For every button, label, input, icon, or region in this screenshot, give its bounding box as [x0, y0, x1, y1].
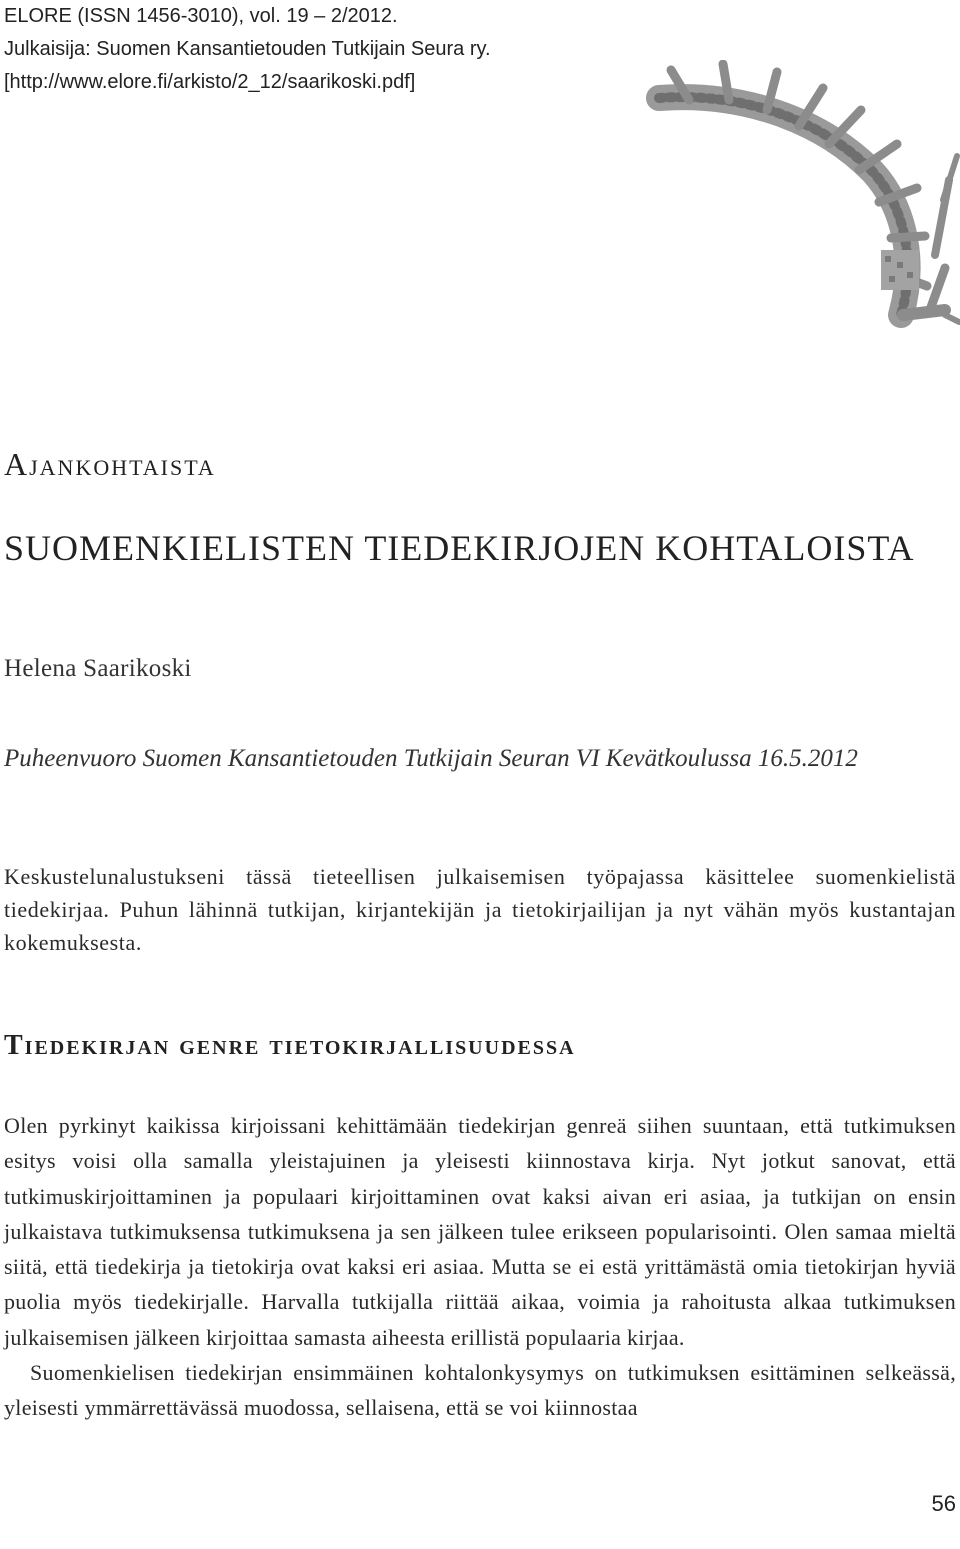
author-name: Helena Saarikoski: [4, 655, 192, 682]
page-title: SUOMENKIELISTEN TIEDEKIRJOJEN KOHTALOISTA: [4, 528, 915, 568]
subtitle: Puheenvuoro Suomen Kansantietouden Tutkijain Seuran VI Kevätkoulussa 16.5.2012: [4, 745, 858, 772]
section-heading: Tiedekirjan genre tietokirjallisuudessa: [4, 1030, 576, 1061]
header-url: [http://www.elore.fi/arkisto/2_12/saarikoski.pdf]: [4, 71, 416, 93]
page-number: 56: [931, 1491, 956, 1516]
body-paragraph: Olen pyrkinyt kaikissa kirjoissani kehittämään tiedekirjan genreä siihen suuntaan, että tutkimuksen esitys voisi olla samalla yleistajuinen ja yleisesti kiinnostava kirja. Nyt jotkut sanovat, että tutkimuskirjoittaminen ja populaari kirjoittaminen ovat kaksi aivan eri asiaa, ja tutkijan on ensin julkaistava tutkimuksensa tutkimuksena ja sen jälkeen tulee erikseen popularisointi. Olen samaa mieltä siitä, että tiedekirja ja tietokirja ovat kaksi eri asiaa. Mutta se ei estä yrittämästä omia tietokirjan hyviä puolia myös tiedekirjalle. Harvalla tutkijalla riittää aikaa, voimia ja rahoitusta alkaa tutkimuksen julkaisemisen jälkeen kirjoittaa samasta aiheesta erillistä populaaria kirjaa.: [4, 1113, 956, 1350]
journal-header: [4, 0, 491, 99]
section-label: Ajankohtaista: [4, 446, 216, 482]
antler-logo-icon: [645, 60, 960, 330]
intro-paragraph: Keskustelunalustukseni tässä tieteellisen julkaisemisen työpajassa käsittelee suomenkielistä tiedekirjaa. Puhun lähinnä tutkijan, kirjantekijän ja tietokirjailijan ja nyt vähän myös kustantajan kokemuksesta.: [4, 864, 956, 955]
header-citation: ELORE (ISSN 1456-3010), vol. 19 – 2/2012.: [4, 5, 398, 27]
body-text: [4, 1108, 956, 1426]
header-publisher: Julkaisija: Suomen Kansantietouden Tutkijain Seura ry.: [4, 38, 491, 60]
body-paragraph: Suomenkielisen tiedekirjan ensimmäinen kohtalonkysymys on tutkimuksen esittäminen selkeässä, yleisesti ymmärrettävässä muodossa, sellaisena, että se voi kiinnostaa: [4, 1360, 956, 1421]
